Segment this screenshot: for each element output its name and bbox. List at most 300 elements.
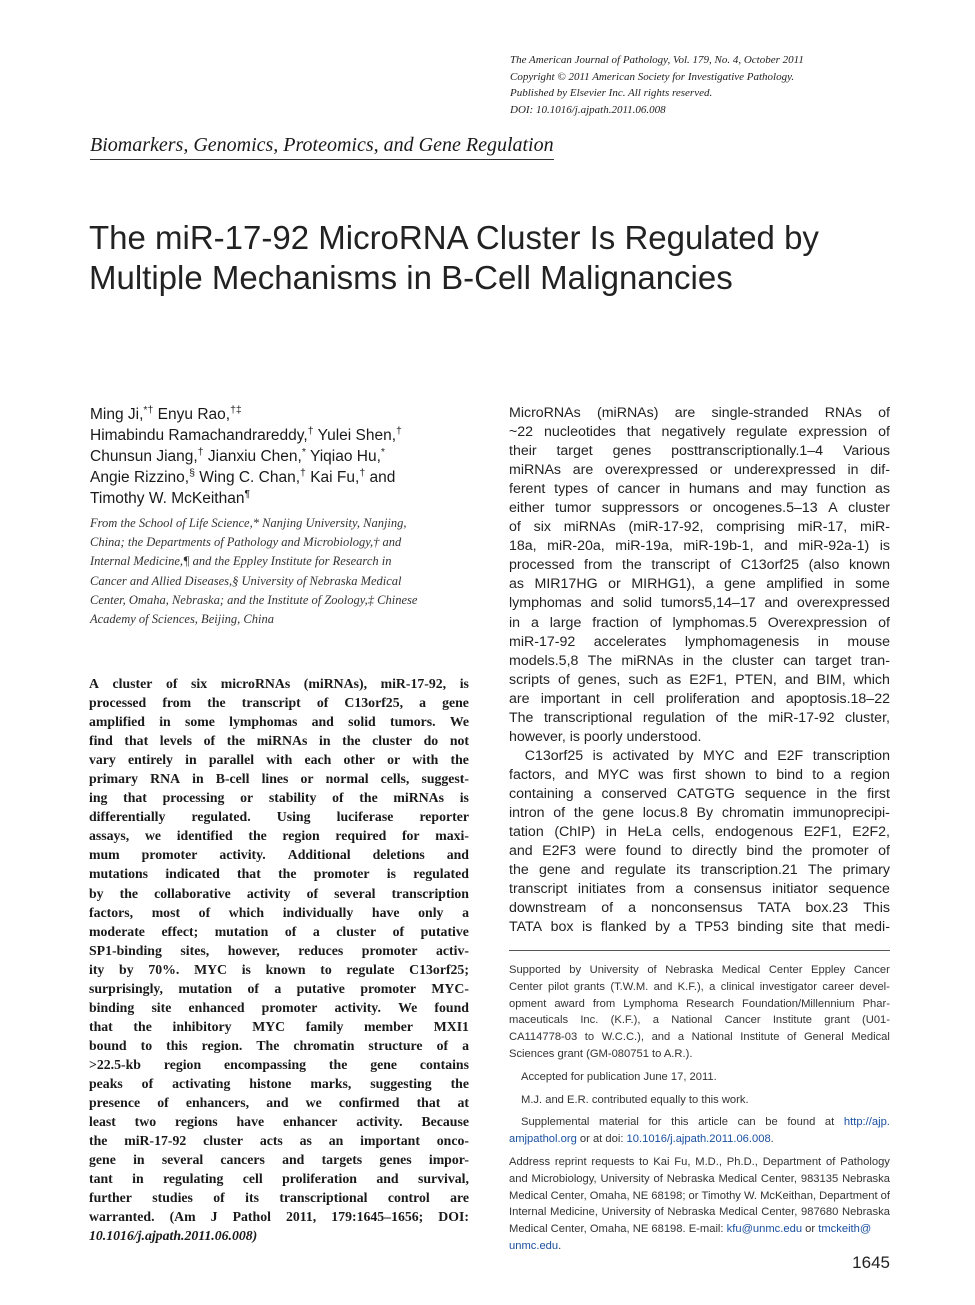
word: The	[509, 709, 534, 726]
funding-text: Sciences grant (GM-080751 to A.R.).	[509, 1047, 693, 1060]
word: MYC	[703, 747, 735, 764]
author-name: Yulei Shen,	[313, 427, 397, 444]
word: a	[833, 766, 842, 783]
body-line	[509, 442, 890, 461]
word: genes,	[577, 671, 621, 688]
word: by	[89, 885, 104, 901]
body-line	[509, 652, 890, 671]
affiliation-line: Cancer and Allied Diseases,§ University of Nebraska Medical	[90, 573, 402, 588]
body-line	[509, 480, 890, 499]
word: by	[678, 747, 694, 764]
word: the	[573, 804, 594, 821]
word: in	[605, 824, 617, 841]
doi-link[interactable]: 10.1016/j.ajpath.2011.06.008	[626, 1133, 771, 1146]
affiliation-line: Internal Medicine,¶ and the Eppley Institute for Research in	[90, 554, 392, 569]
word: of	[557, 671, 570, 688]
word: and	[744, 747, 768, 764]
body-line	[509, 899, 890, 918]
author-name: Chunsun Jiang,	[90, 448, 198, 465]
word: is	[459, 676, 469, 691]
word: Supplemental	[521, 1116, 590, 1129]
word: box	[550, 919, 574, 936]
word: of	[787, 1031, 797, 1044]
word: from	[584, 557, 613, 574]
word: the	[782, 843, 803, 860]
word: or	[688, 1189, 699, 1202]
word: Because	[421, 1114, 469, 1130]
word: accelerates	[593, 633, 667, 650]
word: do	[423, 733, 439, 749]
word: bound	[89, 1037, 127, 1053]
word: M.D.,	[695, 1155, 722, 1168]
word: binding	[89, 999, 135, 1015]
word: Lymphoma	[623, 997, 679, 1010]
word: the	[450, 752, 469, 768]
word: mum	[89, 847, 120, 863]
word: miR-20a,	[547, 538, 605, 555]
word: control	[387, 1190, 430, 1206]
word: least	[89, 1114, 116, 1130]
word: W.	[743, 1189, 758, 1202]
word: promoter	[313, 866, 370, 882]
word: reduces	[298, 942, 344, 958]
word: site	[151, 999, 172, 1015]
word: that	[822, 919, 846, 936]
funding-line	[509, 996, 890, 1013]
word: regulated	[413, 866, 469, 882]
word: and	[282, 1152, 305, 1168]
word: cell	[633, 690, 655, 707]
word: promoter	[360, 980, 417, 996]
word: to	[812, 766, 825, 783]
word: a	[709, 980, 716, 993]
word: MYC	[194, 961, 228, 977]
body-line	[509, 404, 890, 423]
word: activity.	[334, 999, 381, 1015]
word: suggest-	[421, 771, 469, 787]
word: miRNAs	[256, 733, 308, 749]
word: E2F1,	[689, 671, 728, 688]
word: 18a,	[509, 538, 537, 555]
word: the	[207, 695, 226, 711]
word: activating	[172, 1075, 231, 1091]
word: activity.	[219, 847, 266, 863]
word: important	[540, 690, 600, 707]
author-name: Enyu Rao,	[153, 406, 231, 423]
word: and	[590, 595, 615, 612]
abstract-line	[89, 712, 469, 731]
word: RNAs	[824, 405, 862, 421]
word: were	[585, 843, 617, 860]
word: Fu,	[674, 1155, 691, 1168]
abstract-line	[89, 826, 469, 845]
author-name: Wing C. Chan,	[194, 469, 301, 486]
word: TP53	[694, 919, 729, 936]
word: for	[648, 1116, 662, 1129]
word: in	[816, 785, 828, 802]
word: NE	[632, 1189, 649, 1202]
word: solid	[622, 595, 653, 612]
word: is	[459, 790, 469, 806]
word: Center,	[761, 1206, 798, 1219]
word: MicroRNAs	[509, 405, 581, 421]
word: Pathol	[232, 1209, 271, 1225]
word: assays,	[89, 828, 130, 844]
word: two	[134, 1114, 157, 1130]
word: K.F.),	[677, 980, 704, 993]
word: regulating	[163, 1171, 224, 1187]
word: The	[256, 1037, 280, 1053]
word: tumor	[555, 500, 592, 517]
word: inhibitory	[172, 1018, 232, 1034]
word: National	[691, 1031, 733, 1044]
body-text: however, is poorly understood.	[509, 728, 702, 745]
author-mark: *	[380, 446, 385, 459]
word: containing	[509, 785, 574, 802]
word: normal	[325, 771, 369, 787]
affiliation-line: From the School of Life Science,* Nanjing University, Nanjing,	[90, 516, 407, 530]
word: found	[625, 843, 662, 860]
author-mark: *	[301, 446, 306, 459]
word: lymphomas	[229, 714, 298, 730]
word: cluster	[336, 923, 377, 939]
word: in	[817, 633, 829, 650]
title-line-2: Multiple Mechanisms in B-Cell Malignancies	[89, 259, 733, 296]
word: may	[780, 481, 808, 498]
word: enhanced	[188, 999, 245, 1015]
word: cluster	[732, 652, 774, 669]
word: the	[248, 828, 267, 844]
word: moderate	[89, 923, 145, 939]
word: family	[305, 1018, 344, 1034]
author-mark: §	[189, 467, 195, 480]
body-line	[509, 594, 890, 613]
word: that	[123, 790, 147, 806]
abstract-line	[89, 693, 469, 712]
word: lymphomas.5	[672, 614, 757, 631]
word: investigator	[759, 980, 817, 993]
abstract-line	[89, 941, 469, 960]
word: C13orf25	[509, 747, 584, 764]
word: Internal	[509, 1206, 547, 1219]
word: confirmed	[338, 1095, 400, 1111]
word: maceuticals	[509, 1014, 569, 1027]
supplemental-link[interactable]: http://ajp.	[843, 1116, 890, 1129]
word: proliferation	[665, 690, 740, 707]
word: large	[549, 614, 582, 631]
word: transcription.21	[700, 862, 798, 879]
word: Center	[768, 964, 803, 976]
word: Center,	[760, 1172, 797, 1185]
supplemental-line	[509, 1131, 890, 1148]
word: peaks	[89, 1075, 123, 1091]
word: the	[226, 733, 246, 749]
word: processing	[162, 790, 225, 806]
word: presence	[89, 1095, 141, 1111]
word: nucleotides	[544, 424, 616, 441]
word: is	[386, 866, 396, 882]
word: (K.F.),	[610, 1014, 641, 1027]
word: to	[140, 1037, 153, 1053]
word: survival,	[417, 1171, 469, 1187]
word: amplified	[89, 714, 145, 730]
body-line	[509, 880, 890, 899]
word: ing	[89, 790, 108, 806]
word: acts	[259, 1133, 283, 1149]
author-name: Jianxiu Chen,	[203, 448, 302, 465]
word: in	[509, 614, 521, 631]
word: by	[655, 919, 671, 936]
reprint-note	[509, 1154, 890, 1221]
reprint-line	[509, 1188, 890, 1205]
word: is	[879, 538, 890, 555]
word: HeLa	[627, 824, 662, 841]
word: as	[509, 576, 524, 593]
funding-line	[509, 1012, 890, 1029]
word: tumors5,14–17	[660, 595, 756, 612]
body-line	[509, 556, 890, 575]
word: can	[737, 1116, 756, 1129]
word: miRNAs	[563, 519, 616, 536]
word: genes	[612, 443, 652, 460]
word: Nebraska	[666, 1172, 715, 1185]
word: and	[580, 862, 605, 879]
word: suppressors	[601, 500, 680, 517]
abstract-line	[89, 1017, 469, 1036]
word: miRNAs	[621, 652, 674, 669]
word: promoter	[261, 999, 318, 1015]
word: the	[359, 790, 378, 806]
abstract-line	[89, 1055, 469, 1074]
word: a	[652, 1014, 659, 1027]
word: a	[705, 576, 714, 593]
word: directly	[691, 843, 737, 860]
word: posttranscriptionally.1–4	[671, 443, 824, 460]
word: MXI1	[433, 1018, 469, 1034]
word: other	[343, 752, 375, 768]
word: gene	[370, 1056, 398, 1072]
abstract-line	[89, 1074, 469, 1093]
abstract-line	[89, 1093, 469, 1112]
word: to	[639, 1155, 649, 1168]
word: DOI:	[438, 1209, 469, 1225]
email-link[interactable]: unmc.edu	[509, 1239, 559, 1252]
word: locus.8	[642, 804, 688, 821]
word: BIM,	[816, 671, 846, 688]
word: of	[596, 481, 609, 498]
word: warranted.	[89, 1209, 155, 1225]
word: consensus	[693, 881, 762, 898]
word: MIR17HG	[534, 576, 598, 593]
word: suggesting	[370, 1075, 432, 1091]
word: to	[755, 766, 767, 783]
reprint-line	[509, 1171, 890, 1188]
word: activity	[246, 885, 291, 901]
word: RNA	[150, 771, 181, 787]
word: B-cell	[215, 771, 250, 787]
word: A	[89, 676, 99, 691]
word: levels	[159, 733, 192, 749]
word: nonconsensus	[650, 900, 743, 917]
word: tran-	[860, 652, 890, 669]
word: genes	[379, 1152, 412, 1168]
word: entirely	[128, 752, 173, 768]
word: six	[533, 519, 551, 536]
word: we	[144, 828, 162, 844]
supplemental-link[interactable]: amjpathol.org	[509, 1133, 577, 1146]
word: a	[675, 881, 684, 898]
word: miR-92a-1)	[798, 538, 870, 555]
title-line-1: The miR-17-92 MicroRNA Cluster Is Regulated by	[89, 219, 819, 256]
author-name: Yiqiao Hu,	[305, 448, 381, 465]
word: TATA	[509, 919, 543, 936]
word: Center	[509, 980, 543, 993]
abstract-line	[89, 845, 469, 864]
word: Inc.	[580, 1014, 599, 1027]
supplemental-text: or at doi:	[576, 1133, 627, 1146]
body-line	[509, 537, 890, 556]
word: grants	[573, 980, 605, 993]
word: a	[462, 1037, 469, 1053]
word: overexpressed	[604, 462, 699, 479]
word: >22.5-kb	[89, 1056, 141, 1072]
word: of	[553, 804, 566, 821]
body-line	[509, 766, 890, 785]
accepted-note	[509, 1069, 890, 1086]
word: Medical	[719, 1206, 758, 1219]
abstract-line	[89, 864, 469, 883]
word: tumors.	[389, 714, 436, 730]
word: MYC-	[431, 980, 469, 996]
word: maxi-	[435, 828, 469, 844]
word: The	[587, 652, 613, 669]
word: Nebraska	[667, 1206, 716, 1219]
word: of	[141, 1075, 154, 1091]
word: By	[696, 804, 714, 821]
word: structure	[368, 1037, 423, 1053]
word: microRNAs	[220, 676, 291, 691]
word: and	[509, 1172, 528, 1185]
word: of	[601, 900, 614, 917]
word: cells,	[672, 824, 705, 841]
word: at	[457, 1095, 469, 1111]
word: have	[236, 1114, 265, 1130]
abstract-line	[89, 674, 469, 693]
word: and	[653, 980, 673, 993]
word: the	[837, 785, 858, 802]
body-text	[509, 404, 890, 937]
email-link[interactable]: tmckeith@	[818, 1223, 872, 1236]
word: an	[328, 1133, 344, 1149]
word: cluster	[112, 676, 153, 691]
abstract-line	[89, 1150, 469, 1169]
word: Microbiology,	[531, 1172, 597, 1185]
body-line	[509, 461, 890, 480]
journal-line: The American Journal of Pathology, Vol. 179, No. 4, October 2011	[510, 54, 804, 66]
word: differentially	[89, 809, 166, 825]
word: indicated	[165, 866, 220, 882]
word: lymphomas	[509, 595, 582, 612]
footnotes	[509, 962, 890, 1255]
author-name: Ming Ji,	[90, 406, 144, 423]
word: found	[434, 999, 469, 1015]
word: in	[833, 576, 845, 593]
word: miRNAs	[509, 462, 562, 479]
word: reprint	[554, 1155, 587, 1168]
word: of	[880, 1189, 890, 1202]
word: and	[651, 1031, 671, 1044]
word: National	[671, 1014, 713, 1027]
word: is	[241, 961, 251, 977]
word: to	[670, 843, 683, 860]
word: in	[192, 771, 204, 787]
word: that	[124, 733, 149, 749]
abstract-line	[89, 731, 469, 750]
abstract-line	[89, 884, 469, 903]
word: individually	[282, 904, 354, 920]
word: several	[161, 1152, 204, 1168]
word: effect;	[161, 923, 199, 939]
word: each	[304, 752, 332, 768]
abstract-line	[89, 1131, 469, 1150]
funding-line	[509, 962, 890, 979]
word: the	[703, 652, 723, 669]
doi-line: DOI: 10.1016/j.ajpath.2011.06.008	[510, 103, 666, 116]
author-mark: †	[396, 425, 402, 438]
word: is	[592, 747, 603, 764]
word: miR-17-92	[509, 633, 576, 650]
body-line	[509, 861, 890, 880]
word: of	[436, 1037, 449, 1053]
email-link[interactable]: kfu@unmc.edu	[726, 1223, 803, 1236]
word: target	[556, 443, 593, 460]
word: and	[311, 714, 334, 730]
word: Kai	[653, 1155, 670, 1168]
funding-note	[509, 962, 890, 1063]
word: this	[671, 1116, 689, 1129]
word: apoptosis.18–22	[785, 690, 890, 707]
word: and	[509, 843, 533, 860]
word: a	[274, 980, 282, 996]
word: Cancer	[724, 1014, 761, 1027]
word: the	[328, 1056, 348, 1072]
author-line	[90, 467, 480, 488]
word: bind	[746, 843, 774, 860]
word: (ChIP)	[554, 824, 596, 841]
word: binding	[737, 919, 784, 936]
body-line	[509, 785, 890, 804]
reprint-line	[509, 1204, 890, 1221]
word: parallel	[208, 752, 255, 768]
word: This	[863, 900, 890, 917]
word: gene	[602, 804, 634, 821]
word: MYC	[597, 766, 630, 783]
author-list	[90, 404, 480, 509]
word: for	[401, 828, 420, 844]
word: (U01-	[862, 1014, 890, 1027]
word: vary	[89, 752, 116, 768]
word: ~22	[509, 424, 534, 441]
abstract-line	[89, 960, 469, 979]
word: Nebraska	[665, 964, 714, 976]
word: devel-	[859, 980, 890, 993]
word: gene	[442, 695, 469, 711]
abstract-line	[89, 1188, 469, 1207]
word: only	[418, 904, 444, 920]
word: of	[878, 424, 890, 441]
word: of	[509, 519, 521, 536]
word: conserved	[601, 785, 667, 802]
